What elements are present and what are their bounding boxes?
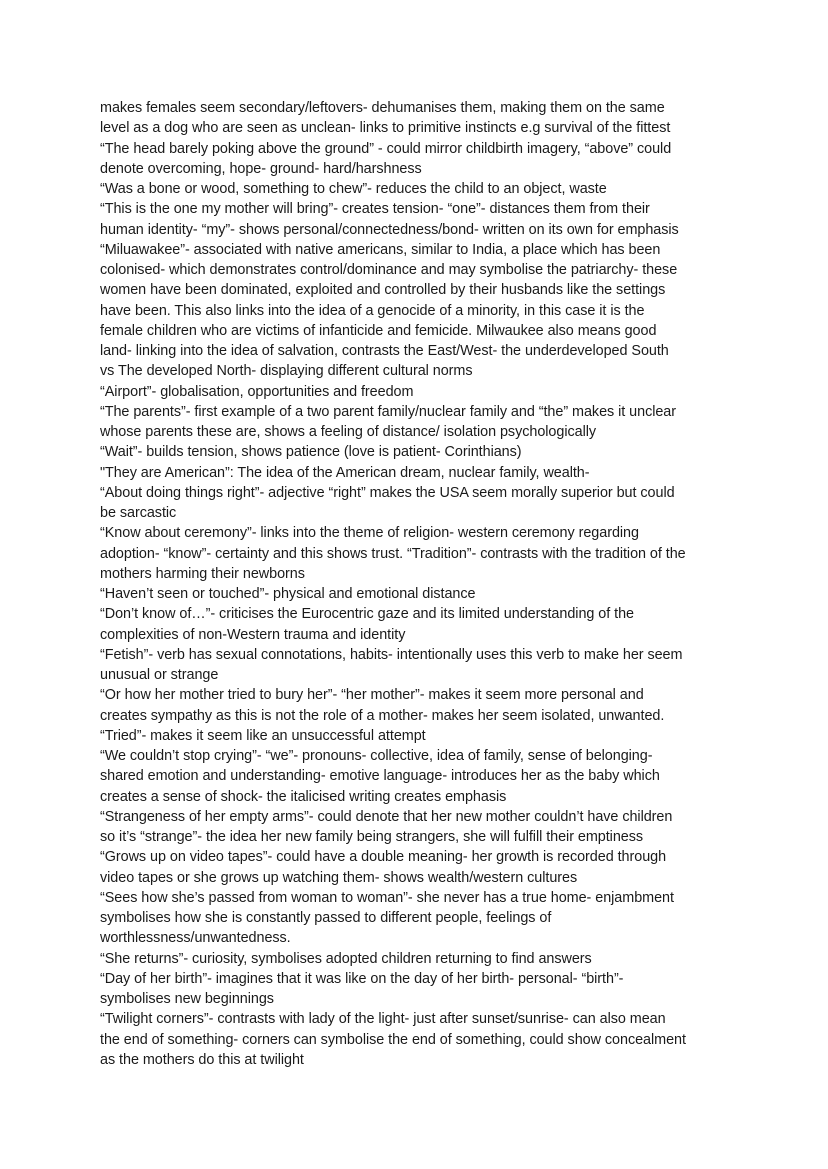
text-line: “She returns”- curiosity, symbolises adopted children returning to find answers xyxy=(100,950,592,967)
text-line: makes females seem secondary/leftovers- dehumanises them, making them on the same xyxy=(100,100,665,116)
text-line: adoption- “know”- certainty and this shows trust. “Tradition”- contrasts with the tradition of the xyxy=(100,545,686,562)
text-line: whose parents these are, shows a feeling of distance/ isolation psychologically xyxy=(100,424,597,440)
text-line: “The parents”- first example of a two parent family/nuclear family and “the” makes it unclear xyxy=(100,403,677,420)
text-line: the end of something- corners can symbolise the end of something, could show concealment xyxy=(100,1031,686,1048)
text-line: "They are American”: The idea of the American dream, nuclear family, wealth- xyxy=(100,464,590,481)
text-line: “Don’t know of…”- criticises the Eurocentric gaze and its limited understanding of the xyxy=(100,606,635,623)
text-line: “Day of her birth”- imagines that it was like on the day of her birth- personal- “birth”- xyxy=(100,970,624,987)
text-line: human identity- “my”- shows personal/connectedness/bond- written on its own for emphasis xyxy=(100,221,679,238)
text-line: be sarcastic xyxy=(100,505,177,521)
text-line: “Strangeness of her empty arms”- could denote that her new mother couldn’t have children xyxy=(100,808,673,825)
text-line: land- linking into the idea of salvation, contrasts the East/West- the underdeveloped South xyxy=(100,343,669,359)
text-line: “The head barely poking above the ground” - could mirror childbirth imagery, “above” could xyxy=(100,140,672,157)
text-line: creates sympathy as this is not the role of a mother- makes her seem isolated, unwanted. xyxy=(100,707,665,724)
text-line: female children who are victims of infanticide and femicide. Milwaukee also means good xyxy=(100,322,657,339)
text-line: “Sees how she’s passed from woman to woman”- she never has a true home- enjambment xyxy=(100,889,674,906)
text-line: creates a sense of shock- the italicised writing creates emphasis xyxy=(100,788,507,805)
text-line: mothers harming their newborns xyxy=(100,565,305,582)
text-line: “Tried”- makes it seem like an unsuccessful attempt xyxy=(100,727,426,744)
text-line: “We couldn’t stop crying”- “we”- pronouns- collective, idea of family, sense of belonging- xyxy=(100,748,653,764)
text-line: “Wait”- builds tension, shows patience (love is patient- Corinthians) xyxy=(100,444,522,461)
text-line: level as a dog who are seen as unclean- links to primitive instincts e.g survival of the fittest xyxy=(100,120,671,137)
text-line: “Was a bone or wood, something to chew”- reduces the child to an object, waste xyxy=(100,181,607,197)
text-line: denote overcoming, hope- ground- hard/harshness xyxy=(100,160,422,177)
text-line: so it’s “strange”- the idea her new family being strangers, she will fulfill their emptiness xyxy=(100,829,644,845)
text-line: video tapes or she grows up watching them- shows wealth/western cultures xyxy=(100,869,578,886)
text-line: “This is the one my mother will bring”- creates tension- “one”- distances them from their xyxy=(100,201,650,218)
text-line: unusual or strange xyxy=(100,667,219,683)
text-line: “Haven’t seen or touched”- physical and emotional distance xyxy=(100,586,476,602)
text-line: as the mothers do this at twilight xyxy=(100,1051,304,1068)
text-line: have been. This also links into the idea of a genocide of a minority, in this case it is the xyxy=(100,302,645,319)
text-line: “Fetish”- verb has sexual connotations, habits- intentionally uses this verb to make her seem xyxy=(100,646,683,663)
text-line: “About doing things right”- adjective “right” makes the USA seem morally superior but could xyxy=(100,484,675,501)
text-line: symbolises new beginnings xyxy=(100,991,274,1007)
text-line: “Know about ceremony”- links into the theme of religion- western ceremony regarding xyxy=(100,525,639,542)
text-line: worthlessness/unwantedness. xyxy=(100,930,291,947)
text-line: “Grows up on video tapes”- could have a double meaning- her growth is recorded through xyxy=(100,849,667,866)
text-line: complexities of non-Western trauma and identity xyxy=(100,626,406,643)
text-line: symbolises how she is constantly passed to different people, feelings of xyxy=(100,910,552,926)
text-line: “Twilight corners”- contrasts with lady of the light- just after sunset/sunrise- can also mean xyxy=(100,1011,666,1028)
text-line: “Airport”- globalisation, opportunities and freedom xyxy=(100,383,414,400)
text-line: “Or how her mother tried to bury her”- “her mother”- makes it seem more personal and xyxy=(100,687,644,704)
text-line: women have been dominated, exploited and controlled by their husbands like the settings xyxy=(100,282,666,299)
document-page xyxy=(100,98,800,1070)
text-line: vs The developed North- displaying different cultural norms xyxy=(100,363,473,380)
text-line: colonised- which demonstrates control/dominance and may symbolise the patriarchy- these xyxy=(100,262,678,278)
text-line: shared emotion and understanding- emotive language- introduces her as the baby which xyxy=(100,768,660,785)
text-line: “Miluawakee”- associated with native americans, similar to India, a place which has been xyxy=(100,241,661,258)
